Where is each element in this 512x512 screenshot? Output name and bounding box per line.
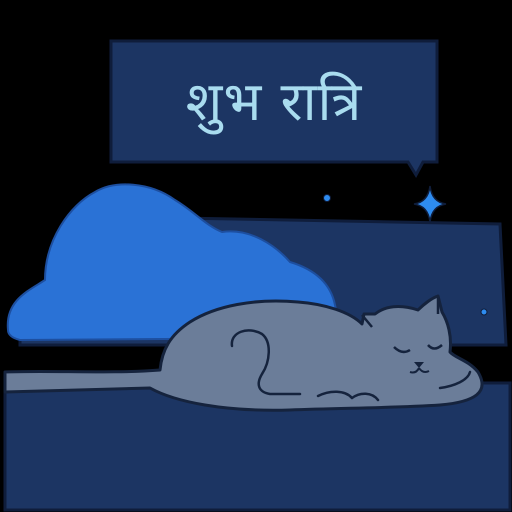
- greeting-text: शुभ रात्रि: [185, 69, 363, 133]
- star-dot: [324, 195, 331, 202]
- star-dot: [481, 309, 487, 315]
- sparkle-icon: [414, 186, 446, 222]
